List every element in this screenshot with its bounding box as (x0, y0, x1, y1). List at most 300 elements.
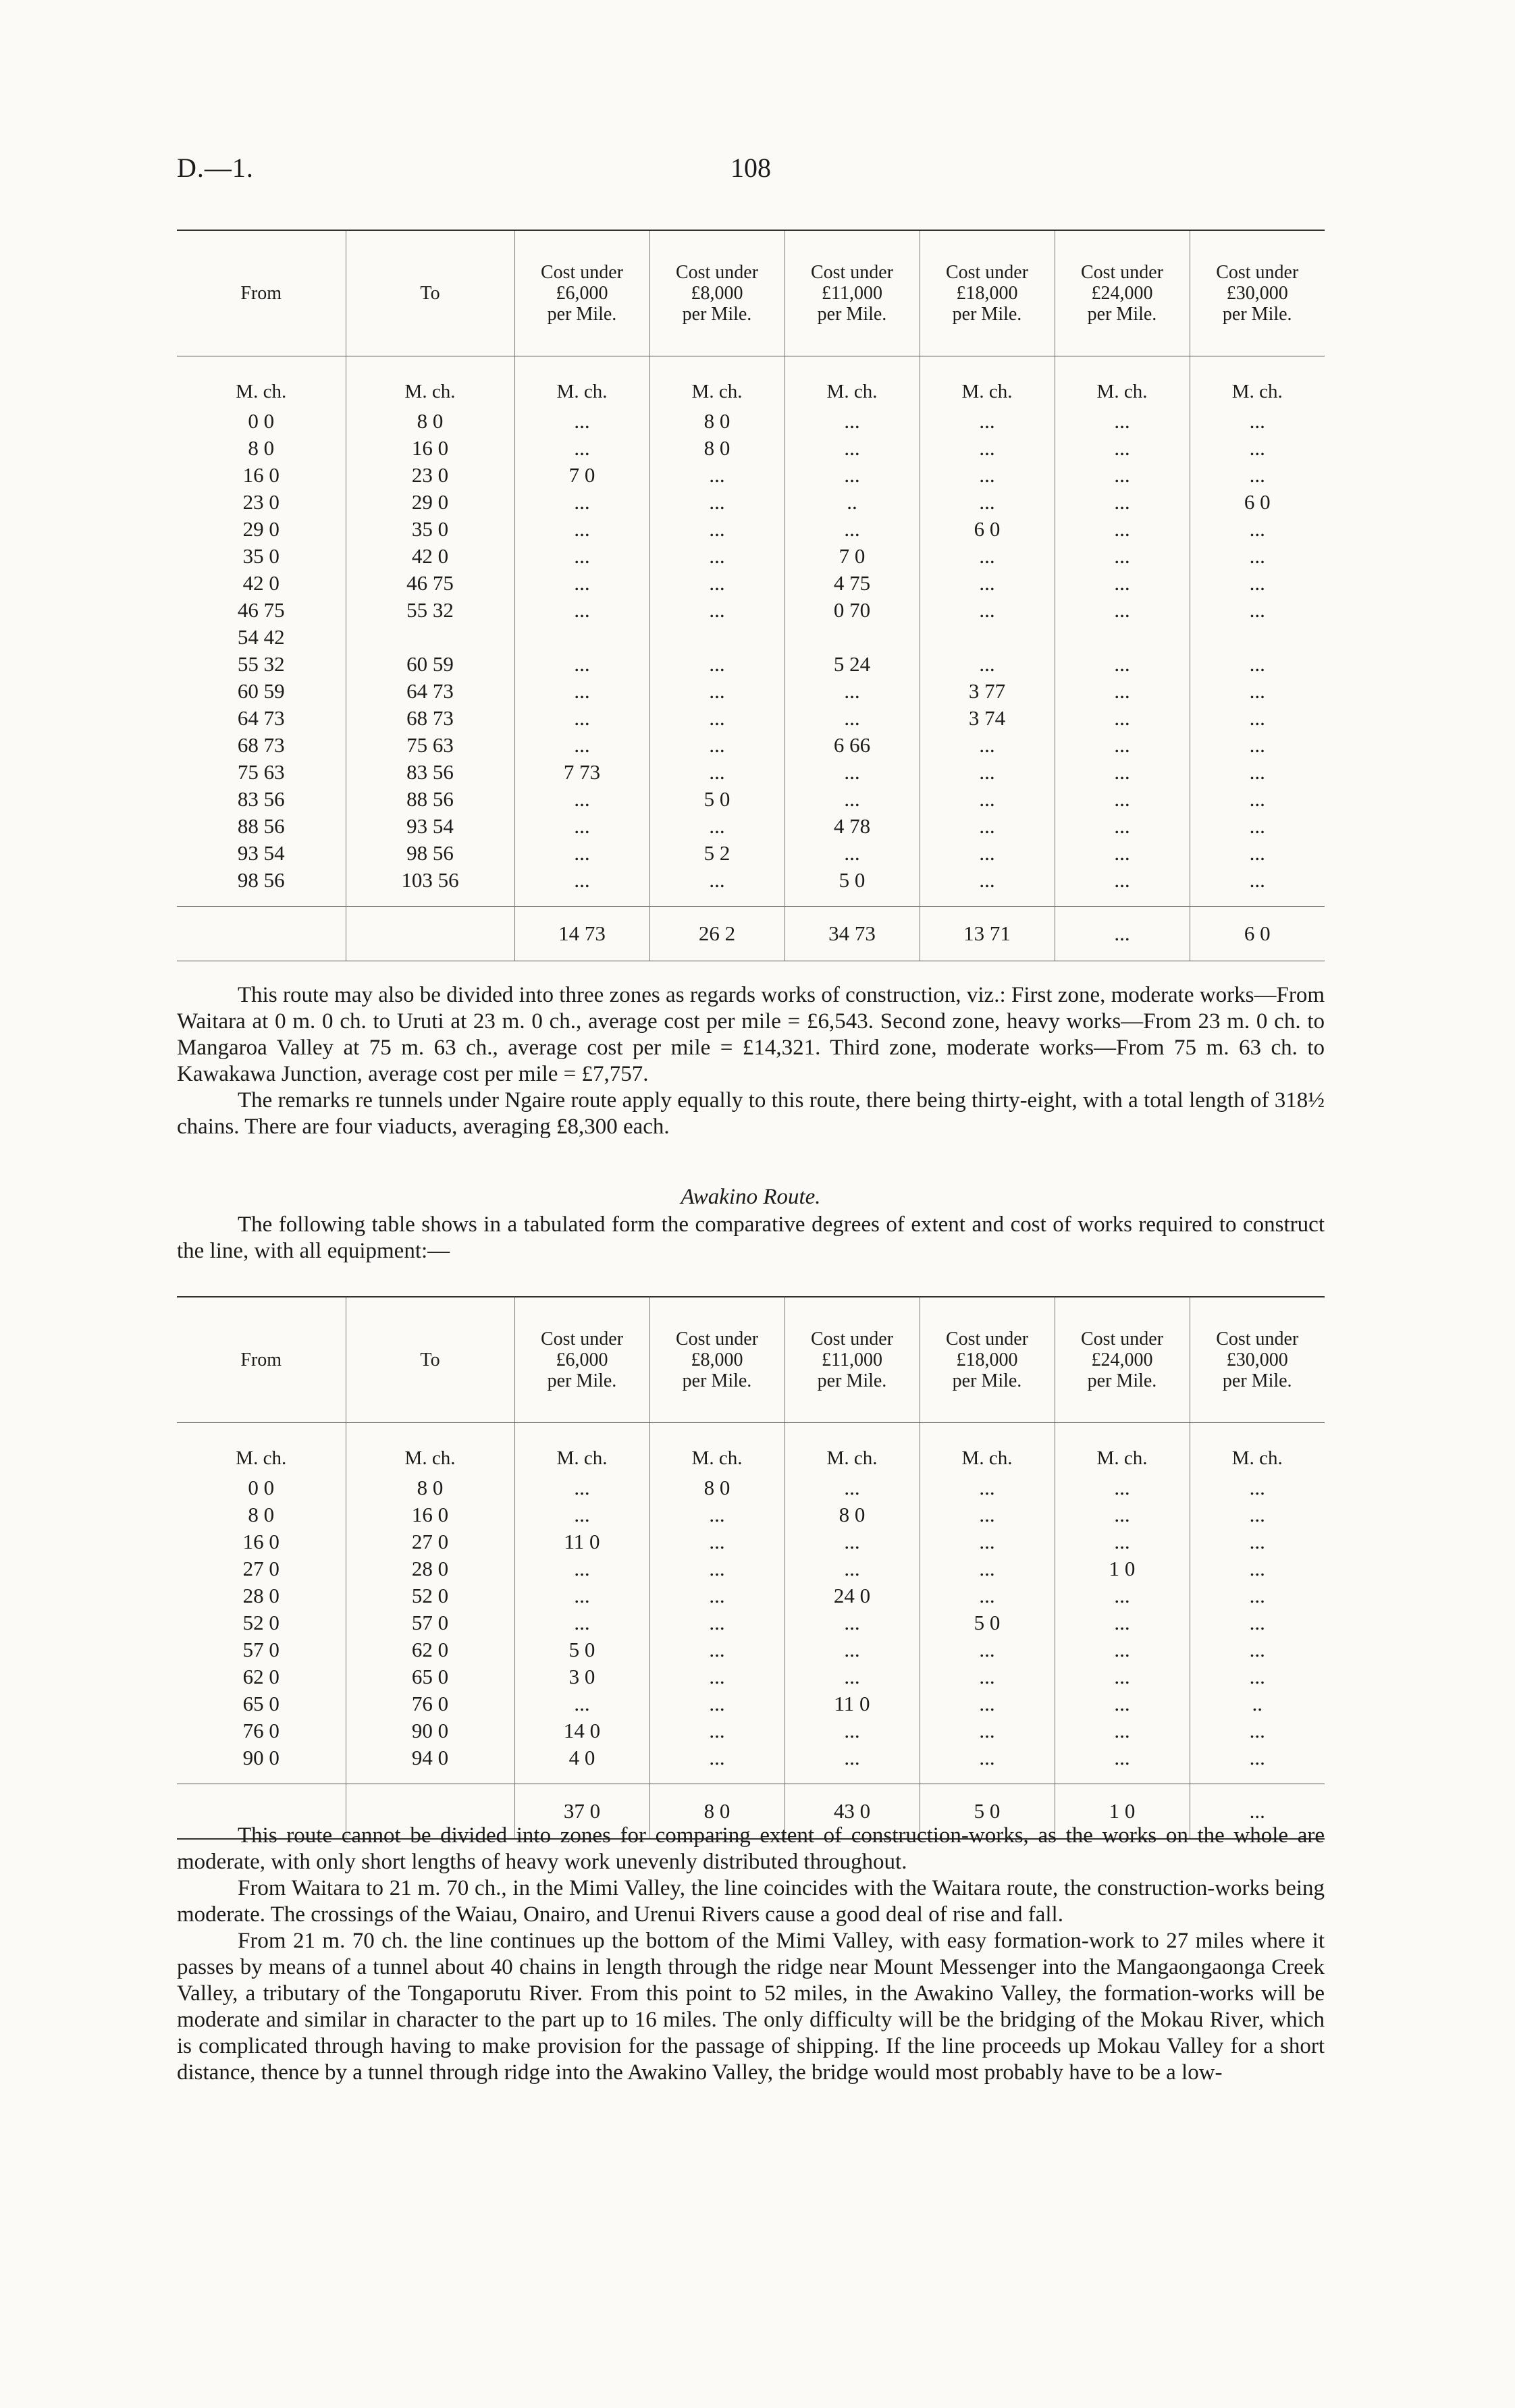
cost-cell: ... (649, 1528, 785, 1555)
cost-cell: ... (785, 1663, 920, 1690)
cost-cell: ... (649, 1744, 785, 1771)
from-cell: 27 0 (242, 1557, 280, 1580)
cost-cell: ... (514, 813, 649, 840)
col-header-cost-18000: Cost under £18,000 per Mile. (920, 1297, 1055, 1423)
cost-cell: ... (785, 786, 920, 813)
cost-cell: ... (1190, 462, 1325, 489)
cost-cell: ... (1190, 1501, 1325, 1528)
cost-cell (1190, 624, 1325, 651)
cost-cell: ... (920, 1474, 1055, 1501)
table-row (177, 543, 1325, 570)
to-cell: 27 0 (346, 1528, 514, 1555)
cost-cell: ... (785, 1609, 920, 1636)
from-cell: 83 56 (237, 787, 285, 811)
unit-label: M. ch. (346, 356, 514, 408)
cost-cell: ... (649, 759, 785, 786)
totals-row (177, 907, 1325, 961)
cost-cell: ... (1055, 1474, 1190, 1501)
cost-cell: 7 73 (514, 759, 649, 786)
to-cell: 55 32 (346, 597, 514, 624)
cost-cell: ... (514, 867, 649, 894)
col-header-from: From (177, 230, 346, 356)
description-paragraphs (177, 1823, 1325, 2086)
table-row (177, 1744, 1325, 1771)
spacer-cell (920, 894, 1055, 907)
cost-cell: ... (649, 516, 785, 543)
to-cell: 98 56 (346, 840, 514, 867)
cost-cell: 5 0 (649, 786, 785, 813)
cost-cell: ... (1190, 408, 1325, 435)
cost-cell: ... (1055, 516, 1190, 543)
table-row (177, 1690, 1325, 1717)
total-cell: 1 0 (1055, 1784, 1190, 1840)
table-row (177, 678, 1325, 705)
cost-cell: ... (1190, 1636, 1325, 1663)
spacer-cell (1055, 894, 1190, 907)
cost-cell: ... (1190, 435, 1325, 462)
route-title: Awakino Route. (681, 1185, 821, 1209)
cost-cell: ... (514, 408, 649, 435)
total-cell: 34 73 (785, 907, 920, 961)
cost-cell: ... (1190, 705, 1325, 732)
cost-cell: 8 0 (649, 408, 785, 435)
cost-cell: ... (1190, 1609, 1325, 1636)
cost-cell: ... (1055, 759, 1190, 786)
cost-cell: ... (785, 678, 920, 705)
cost-cell: ... (649, 597, 785, 624)
to-cell: 94 0 (346, 1744, 514, 1771)
from-cell: 23 0 (242, 490, 280, 514)
mimi-valley-note: From 21 m. 70 ch. the line continues up the bottom of the Mimi Valley, with easy formation-work to 27 miles where it passes by means of a tunnel about 40 chains in length through the ridge near Mount Messenger into the Mangaongaonga Creek Valley, a tributary of the Tongaporutu River. From this point to 52 miles, in the Awakino Valley, the formation-works will be moderate and similar in character to the part up to 16 miles. The only difficulty will be the bridging of the Mokau River, which is complicated through having to make provision for the passage of shipping. If the line proceeds up Mokau Valley for a short distance, thence by a tunnel through ridge into the Awakino Valley, the bridge would most probably have to be a low- (177, 1929, 1325, 2085)
table-row (177, 516, 1325, 543)
to-cell: 29 0 (346, 489, 514, 516)
to-cell: 93 54 (346, 813, 514, 840)
from-cell: 46 75 (237, 598, 285, 622)
table-2-body (177, 1423, 1325, 1840)
cost-cell: ... (1055, 732, 1190, 759)
cost-cell: ... (920, 597, 1055, 624)
spacer-cell (177, 1771, 346, 1784)
cost-cell: ... (514, 678, 649, 705)
cost-cell: ... (920, 570, 1055, 597)
cost-cell: ... (649, 1636, 785, 1663)
cost-cell: ... (514, 1474, 649, 1501)
cost-cell: ... (785, 1474, 920, 1501)
table-row (177, 651, 1325, 678)
from-cell: 75 63 (237, 760, 285, 784)
cost-cell: ... (920, 1690, 1055, 1717)
to-cell: 57 0 (346, 1609, 514, 1636)
cost-cell: ... (1055, 705, 1190, 732)
spacer-row (177, 1771, 1325, 1784)
total-cell: 6 0 (1190, 907, 1325, 961)
unit-label: M. ch. (514, 1423, 649, 1475)
cost-cell: ... (1055, 543, 1190, 570)
table-1-body (177, 356, 1325, 961)
cost-cell: ... (1055, 678, 1190, 705)
cost-cell: ... (785, 462, 920, 489)
col-header-cost-6000: Cost under £6,000 per Mile. (514, 230, 649, 356)
document-reference: D.—1. (177, 153, 254, 183)
to-cell: 16 0 (346, 435, 514, 462)
cost-cell: ... (785, 759, 920, 786)
total-cell: 8 0 (649, 1784, 785, 1840)
cost-cell: ... (1055, 435, 1190, 462)
unit-label: M. ch. (1055, 1423, 1190, 1475)
cost-cell: ... (649, 543, 785, 570)
unit-label: M. ch. (236, 381, 287, 402)
empty-cell (346, 907, 514, 961)
cost-cell: 5 0 (920, 1609, 1055, 1636)
cost-cell: ... (1190, 1528, 1325, 1555)
cost-cell: ... (649, 1555, 785, 1582)
to-cell: 42 0 (346, 543, 514, 570)
cost-cell: ... (1055, 489, 1190, 516)
from-cell: 65 0 (242, 1692, 280, 1715)
cost-cell: 5 24 (785, 651, 920, 678)
total-cell: ... (1190, 1784, 1325, 1840)
cost-cell: 0 70 (785, 597, 920, 624)
to-cell: 64 73 (346, 678, 514, 705)
cost-cell: 7 0 (514, 462, 649, 489)
cost-cell: ... (920, 786, 1055, 813)
cost-cell: ... (920, 1555, 1055, 1582)
cost-cell: ... (785, 840, 920, 867)
cost-cell: ... (785, 1744, 920, 1771)
table-row (177, 1528, 1325, 1555)
total-cell: 26 2 (649, 907, 785, 961)
cost-cell: ... (785, 516, 920, 543)
cost-cell (649, 624, 785, 651)
table-row (177, 597, 1325, 624)
cost-cell: ... (649, 651, 785, 678)
cost-cell: ... (514, 543, 649, 570)
cost-cell: ... (514, 732, 649, 759)
unit-label: M. ch. (785, 356, 920, 408)
cost-cell: ... (920, 543, 1055, 570)
cost-cell: ... (514, 435, 649, 462)
to-cell: 65 0 (346, 1663, 514, 1690)
to-cell: 103 56 (346, 867, 514, 894)
cost-cell: ... (649, 705, 785, 732)
cost-cell: ... (649, 462, 785, 489)
cost-cell: 7 0 (785, 543, 920, 570)
cost-cell: ... (785, 408, 920, 435)
from-cell: 88 56 (237, 814, 285, 838)
cost-cell: 8 0 (785, 1501, 920, 1528)
cost-cell: ... (1190, 597, 1325, 624)
cost-cell: ... (920, 1717, 1055, 1744)
unit-row (177, 1423, 1325, 1475)
cost-cell: ... (1190, 840, 1325, 867)
cost-cell: ... (920, 759, 1055, 786)
to-cell: 52 0 (346, 1582, 514, 1609)
cost-cell: ... (1055, 462, 1190, 489)
cost-cell: ... (649, 867, 785, 894)
cost-cell: ... (1055, 786, 1190, 813)
to-cell: 16 0 (346, 1501, 514, 1528)
from-cell: 29 0 (242, 517, 280, 541)
table-row (177, 1663, 1325, 1690)
cost-cell: ... (920, 1582, 1055, 1609)
from-cell: 90 0 (242, 1746, 280, 1769)
table-row (177, 570, 1325, 597)
col-header-to: To (346, 230, 514, 356)
empty-cell (177, 907, 346, 961)
cost-cell: ... (1190, 732, 1325, 759)
cost-cell: ... (514, 489, 649, 516)
cost-cell: .. (1190, 1690, 1325, 1717)
cost-cell: ... (649, 570, 785, 597)
cost-cell: ... (514, 705, 649, 732)
cost-cell: ... (1055, 408, 1190, 435)
spacer-cell (514, 894, 649, 907)
spacer-cell (514, 1771, 649, 1784)
to-cell: 28 0 (346, 1555, 514, 1582)
from-cell: 8 0 (248, 436, 275, 460)
table-row (177, 732, 1325, 759)
cost-cell: ... (1190, 570, 1325, 597)
cost-cell: 3 74 (920, 705, 1055, 732)
spacer-cell (785, 894, 920, 907)
cost-cell: ... (649, 678, 785, 705)
cost-cell: ... (514, 1501, 649, 1528)
unit-label: M. ch. (1055, 356, 1190, 408)
route-cost-table-2 (177, 1296, 1325, 1840)
cost-cell (1055, 624, 1190, 651)
to-cell: 8 0 (346, 1474, 514, 1501)
col-header-cost-24000: Cost under £24,000 per Mile. (1055, 230, 1190, 356)
col-header-cost-6000: Cost under £6,000 per Mile. (514, 1297, 649, 1423)
table-row (177, 624, 1325, 651)
col-header-cost-11000: Cost under £11,000 per Mile. (785, 1297, 920, 1423)
total-cell: ... (1055, 907, 1190, 961)
zones-note: This route cannot be divided into zones for comparing extent of construction-works, as the works on the whole are moderate, with only short lengths of heavy work unevenly distributed throughout. (177, 1823, 1325, 1874)
cost-cell: ... (1190, 813, 1325, 840)
cost-cell: ... (920, 462, 1055, 489)
from-cell: 60 59 (237, 679, 285, 703)
intro-paragraph (177, 1212, 1325, 1264)
to-cell: 83 56 (346, 759, 514, 786)
table-row (177, 408, 1325, 435)
cost-cell: ... (649, 1582, 785, 1609)
cost-cell: 11 0 (785, 1690, 920, 1717)
cost-cell: ... (1055, 1717, 1190, 1744)
col-header-cost-8000: Cost under £8,000 per Mile. (649, 230, 785, 356)
cost-cell (514, 624, 649, 651)
cost-cell: ... (920, 435, 1055, 462)
from-cell: 68 73 (237, 733, 285, 757)
total-cell: 5 0 (920, 1784, 1055, 1840)
total-cell: 37 0 (514, 1784, 649, 1840)
cost-cell: ... (1055, 1744, 1190, 1771)
to-cell: 23 0 (346, 462, 514, 489)
cost-cell: ... (514, 1582, 649, 1609)
cost-cell: ... (1190, 516, 1325, 543)
cost-cell: ... (785, 1555, 920, 1582)
cost-cell: ... (1190, 759, 1325, 786)
cost-cell: ... (1190, 543, 1325, 570)
cost-cell: ... (1190, 651, 1325, 678)
col-header-cost-24000: Cost under £24,000 per Mile. (1055, 1297, 1190, 1423)
from-cell: 55 32 (237, 652, 285, 676)
unit-label: M. ch. (649, 356, 785, 408)
cost-cell: ... (1190, 1582, 1325, 1609)
cost-cell: ... (1190, 1555, 1325, 1582)
cost-cell: ... (920, 813, 1055, 840)
col-header-from: From (177, 1297, 346, 1423)
cost-cell: ... (514, 597, 649, 624)
cost-cell: 14 0 (514, 1717, 649, 1744)
cost-cell: 8 0 (649, 435, 785, 462)
cost-cell: ... (514, 786, 649, 813)
cost-cell: ... (649, 489, 785, 516)
route-cost-table-1 (177, 230, 1325, 961)
cost-cell: .. (785, 489, 920, 516)
cost-cell: ... (1055, 651, 1190, 678)
table-row (177, 489, 1325, 516)
table-row (177, 1474, 1325, 1501)
cost-cell: ... (1190, 1474, 1325, 1501)
cost-cell: ... (1055, 1636, 1190, 1663)
total-cell: 43 0 (785, 1784, 920, 1840)
waitara-note: From Waitara to 21 m. 70 ch., in the Mimi Valley, the line coincides with the Waitara route, the construction-works being moderate. The crossings of the Waiau, Onairo, and Urenui Rivers cause a good deal of rise and fall. (177, 1876, 1325, 1927)
cost-cell: ... (649, 732, 785, 759)
unit-label: M. ch. (236, 1447, 287, 1469)
table-row (177, 1717, 1325, 1744)
spacer-cell (649, 894, 785, 907)
table-row (177, 867, 1325, 894)
spacer-cell (346, 1771, 514, 1784)
cost-cell: 3 77 (920, 678, 1055, 705)
cost-cell: ... (920, 867, 1055, 894)
table-row (177, 759, 1325, 786)
col-header-cost-30000: Cost under £30,000 per Mile. (1190, 230, 1325, 356)
table-row (177, 1636, 1325, 1663)
col-header-cost-18000: Cost under £18,000 per Mile. (920, 230, 1055, 356)
spacer-cell (1190, 894, 1325, 907)
cost-cell: ... (920, 1663, 1055, 1690)
cost-cell: ... (514, 1690, 649, 1717)
cost-cell: ... (1055, 1528, 1190, 1555)
unit-row (177, 356, 1325, 408)
table-row (177, 786, 1325, 813)
unit-label: M. ch. (346, 1423, 514, 1475)
cost-cell: ... (1190, 867, 1325, 894)
unit-label: M. ch. (1190, 356, 1325, 408)
table-row (177, 1501, 1325, 1528)
cost-cell: 6 0 (1190, 489, 1325, 516)
unit-label: M. ch. (514, 356, 649, 408)
cost-cell: ... (514, 651, 649, 678)
from-cell: 76 0 (242, 1719, 280, 1742)
cost-cell: 24 0 (785, 1582, 920, 1609)
cost-cell (785, 624, 920, 651)
cost-cell: 6 66 (785, 732, 920, 759)
to-cell: 62 0 (346, 1636, 514, 1663)
cost-cell (920, 624, 1055, 651)
cost-cell: ... (920, 489, 1055, 516)
cost-cell: ... (1190, 678, 1325, 705)
table-row (177, 813, 1325, 840)
cost-cell: 5 2 (649, 840, 785, 867)
from-cell: 8 0 (248, 1503, 275, 1526)
spacer-cell (1190, 1771, 1325, 1784)
col-header-cost-8000: Cost under £8,000 per Mile. (649, 1297, 785, 1423)
from-cell: 0 0 (248, 1476, 275, 1499)
from-cell: 16 0 (242, 1530, 280, 1553)
cost-cell: 4 0 (514, 1744, 649, 1771)
cost-cell: ... (785, 1528, 920, 1555)
from-cell: 42 0 (242, 571, 280, 595)
cost-cell: ... (920, 1744, 1055, 1771)
table-row (177, 462, 1325, 489)
cost-cell: ... (785, 1717, 920, 1744)
spacer-cell (649, 1771, 785, 1784)
to-cell: 75 63 (346, 732, 514, 759)
to-cell: 46 75 (346, 570, 514, 597)
to-cell: 68 73 (346, 705, 514, 732)
zones-text: This route may also be divided into three zones as regards works of construction, viz.: First zone, moderate works—From Waitara at 0 m. 0 ch. to Uruti at 23 m. 0 ch., average cost per mile = £6,543. Second zone, heavy works—From 23 m. 0 ch. to Mangaroa Valley at 75 m. 63 ch., average cost per mile = £14,321. Third zone, moderate works—From 75 m. 63 ch. to Kawakawa Junction, average cost per mile = £7,757. (177, 983, 1325, 1086)
from-cell: 62 0 (242, 1665, 280, 1688)
table-row (177, 1609, 1325, 1636)
cost-cell: ... (920, 651, 1055, 678)
unit-label: M. ch. (920, 1423, 1055, 1475)
table-row (177, 840, 1325, 867)
cost-cell: ... (1055, 570, 1190, 597)
from-cell: 16 0 (242, 463, 280, 487)
cost-cell: 3 0 (514, 1663, 649, 1690)
table-row (177, 705, 1325, 732)
cost-cell: ... (1055, 1582, 1190, 1609)
cost-cell: ... (649, 1609, 785, 1636)
cost-cell: ... (514, 1555, 649, 1582)
to-cell: 76 0 (346, 1690, 514, 1717)
col-header-cost-30000: Cost under £30,000 per Mile. (1190, 1297, 1325, 1423)
cost-cell: ... (785, 1636, 920, 1663)
cost-cell: ... (649, 813, 785, 840)
cost-cell: 4 75 (785, 570, 920, 597)
cost-cell: ... (920, 408, 1055, 435)
cost-cell: ... (1190, 1663, 1325, 1690)
spacer-cell (1055, 1771, 1190, 1784)
spacer-row (177, 894, 1325, 907)
cost-cell: ... (649, 1663, 785, 1690)
cost-cell: ... (514, 1609, 649, 1636)
cost-cell: ... (1055, 813, 1190, 840)
cost-cell: ... (1055, 597, 1190, 624)
cost-cell: 5 0 (785, 867, 920, 894)
cost-cell: 6 0 (920, 516, 1055, 543)
to-cell: 88 56 (346, 786, 514, 813)
cost-cell: ... (649, 1717, 785, 1744)
unit-label: M. ch. (920, 356, 1055, 408)
from-cell: 98 56 (237, 868, 285, 892)
cost-cell: ... (1055, 1663, 1190, 1690)
cost-cell: ... (514, 570, 649, 597)
total-cell: 13 71 (920, 907, 1055, 961)
cost-cell: ... (514, 516, 649, 543)
col-header-to: To (346, 1297, 514, 1423)
table-row (177, 435, 1325, 462)
cost-cell: ... (1055, 1690, 1190, 1717)
zones-paragraph (177, 982, 1325, 1140)
table-row (177, 1582, 1325, 1609)
cost-cell: 5 0 (514, 1636, 649, 1663)
cost-cell: 1 0 (1055, 1555, 1190, 1582)
total-cell: 14 73 (514, 907, 649, 961)
to-cell: 60 59 (346, 651, 514, 678)
